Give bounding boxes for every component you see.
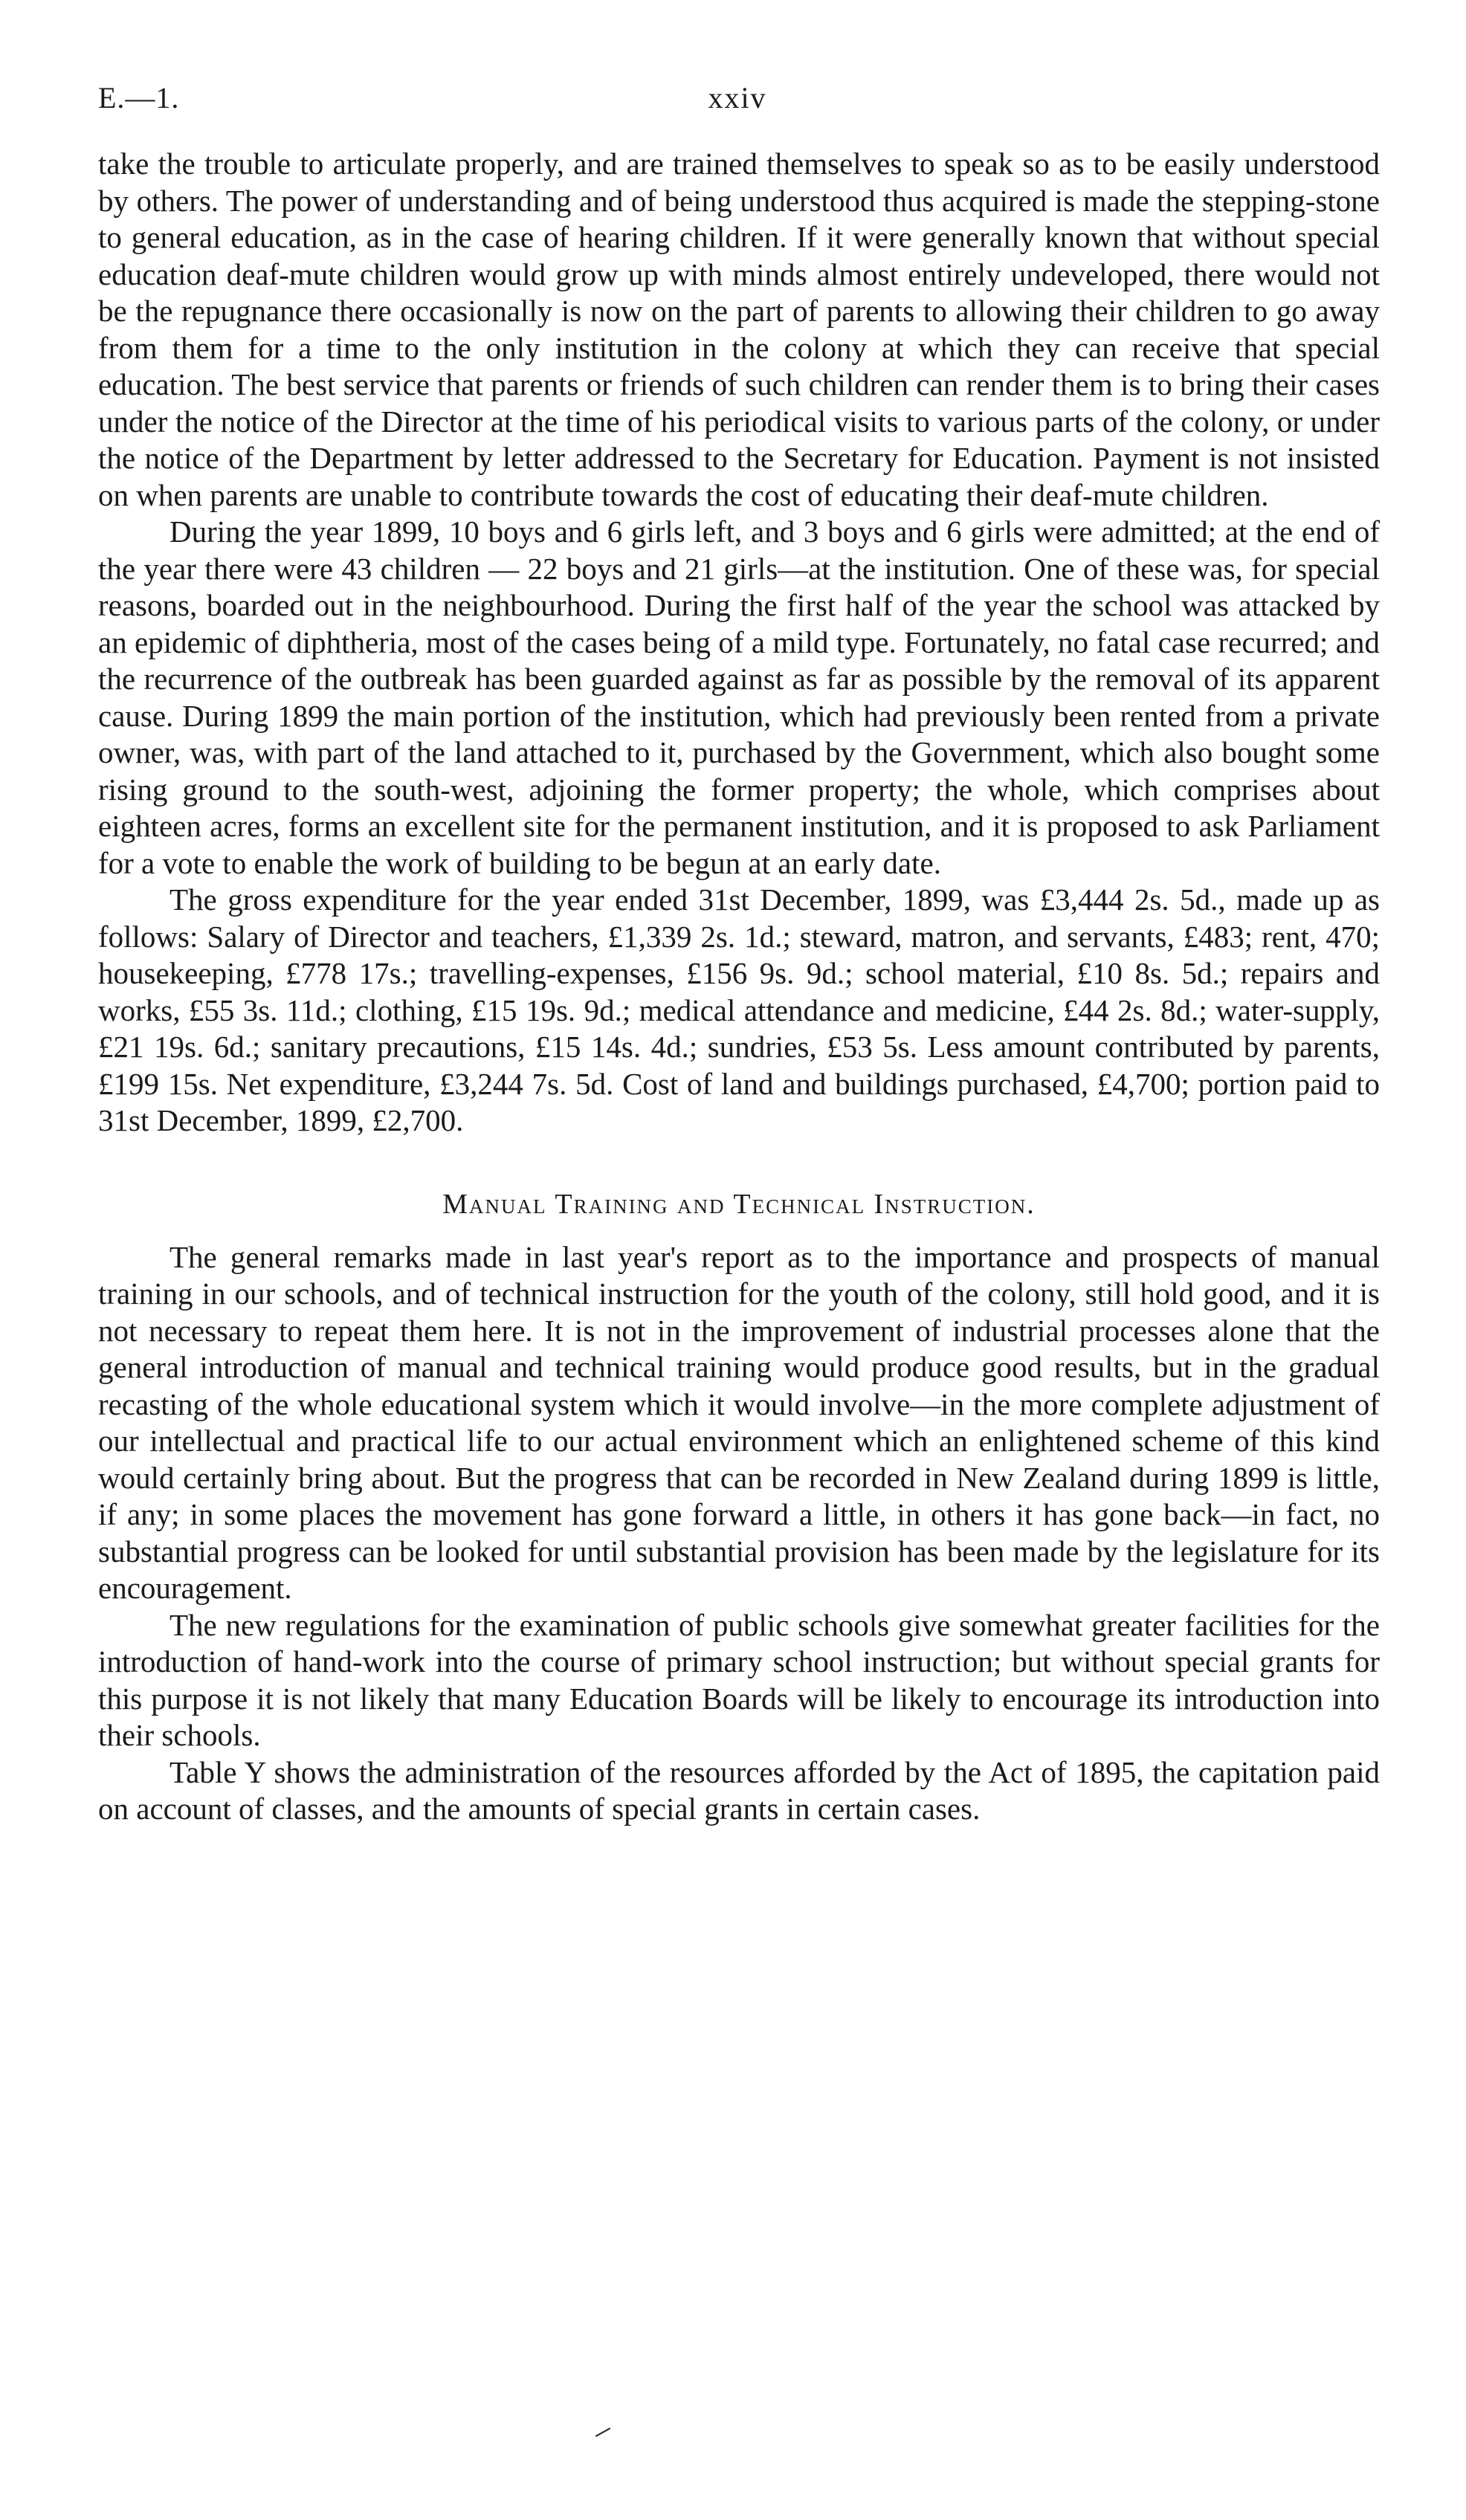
section-heading: Manual Training and Technical Instruction. [442, 1188, 1036, 1220]
section-spacer [98, 1140, 1380, 1186]
page-number: xxiv [708, 81, 767, 114]
deaf-mute-institution-section [98, 146, 1380, 1140]
page-body [98, 146, 1380, 1828]
heading-spacer [98, 1223, 1380, 1239]
manual-training-section [98, 1186, 1380, 1828]
ink-mark [595, 2427, 611, 2437]
paragraph-expenditure: The gross expenditure for the year ended 31st December, 1899, was £3,444 2s. 5d., made up as follows: Salary of Director and teachers, £1,339 2s. 1d.; steward, matron, and servants, £483; rent, 470; housekeeping, £778 17s.; travelling-expenses, £156 9s. 9d.; school material, £10 8s. 5d.; repairs and works, £55 3s. 11d.; clothing, £15 19s. 9d.; medical attendance and medicine, £44 2s. 8d.; water-supply, £21 19s. 6d.; sanitary precautions, £15 14s. 4d.; sundries, £53 5s. Less amount contributed by parents, £199 15s. Net expenditure, £3,244 7s. 5d. Cost of land and buildings purchased, £4,700; portion paid to 31st December, 1899, £2,700. [98, 882, 1380, 1137]
paragraph-admissions: During the year 1899, 10 boys and 6 girls left, and 3 boys and 6 girls were admitted; at the end of the year there were 43 children — 22 boys and 21 girls—at the institution. One of these was, for special reasons, boarded out in the neighbourhood. During the first half of the year the school was attacked by an epidemic of diphtheria, most of the cases being of a mild type. Fortunately, no fatal case recurred; and the recurrence of the outbreak has been guarded against as far as possible by the removal of its apparent cause. During 1899 the main portion of the institution, which had previously been rented from a private owner, was, with part of the land attached to it, purchased by the Government, which also bought some rising ground to the south-west, adjoining the former property; the whole, which comprises about eighteen acres, forms an excellent site for the permanent institution, and it is proposed to ask Parliament for a vote to enable the work of building to be begun at an early date. [98, 514, 1380, 880]
paragraph-general-remarks: The general remarks made in last year's report as to the importance and prospects of manual training in our schools, and of technical instruction for the youth of the colony, still hold good, and it is not necessary to repeat them here. It is not in the improvement of industrial processes alone that the general introduction of manual and technical training would produce good results, but in the gradual recasting of the whole educational system which it would involve—in the more complete adjustment of our intellectual and practical life to our actual environment which an enlightened scheme of this kind would certainly bring about. But the progress that can be recorded in New Zealand during 1899 is little, if any; in some places the movement has gone forward a little, in others it has gone back—in fact, no substantial progress can be looked for until substantial provision has been made by the legislature for its encouragement. [98, 1239, 1380, 1605]
page-header [98, 80, 1377, 125]
paragraph-continuation: take the trouble to articulate properly, and are trained themselves to speak so as to be easily understood by others. The power of understanding and of being understood thus acquired is made the stepping-stone to general education, as in the case of hearing children. If it were generally known that without special education deaf-mute children would grow up with minds almost entirely undeveloped, there would not be the repugnance there occasionally is now on the part of parents to allowing their children to go away from them for a time to the only institution in the colony at which they can receive that special education. The best service that parents or friends of such children can render them is to bring their cases under the notice of the Director at the time of his periodical visits to various parts of the colony, or under the notice of the Department by letter addressed to the Secretary for Education. Payment is not insisted on when parents are unable to contribute towards the cost of educating their deaf-mute children. [98, 146, 1380, 512]
document-reference: E.—1. [98, 81, 180, 114]
paragraph-table-y: Table Y shows the administration of the resources afforded by the Act of 1895, the capitation paid on account of classes, and the amounts of special grants in certain cases. [98, 1754, 1380, 1826]
paragraph-new-regulations: The new regulations for the examination of public schools give somewhat greater facilities for the introduction of hand-work into the course of primary school instruction; but without special grants for this purpose it is not likely that many Education Boards will be likely to encourage its introduction into their schools. [98, 1607, 1380, 1752]
